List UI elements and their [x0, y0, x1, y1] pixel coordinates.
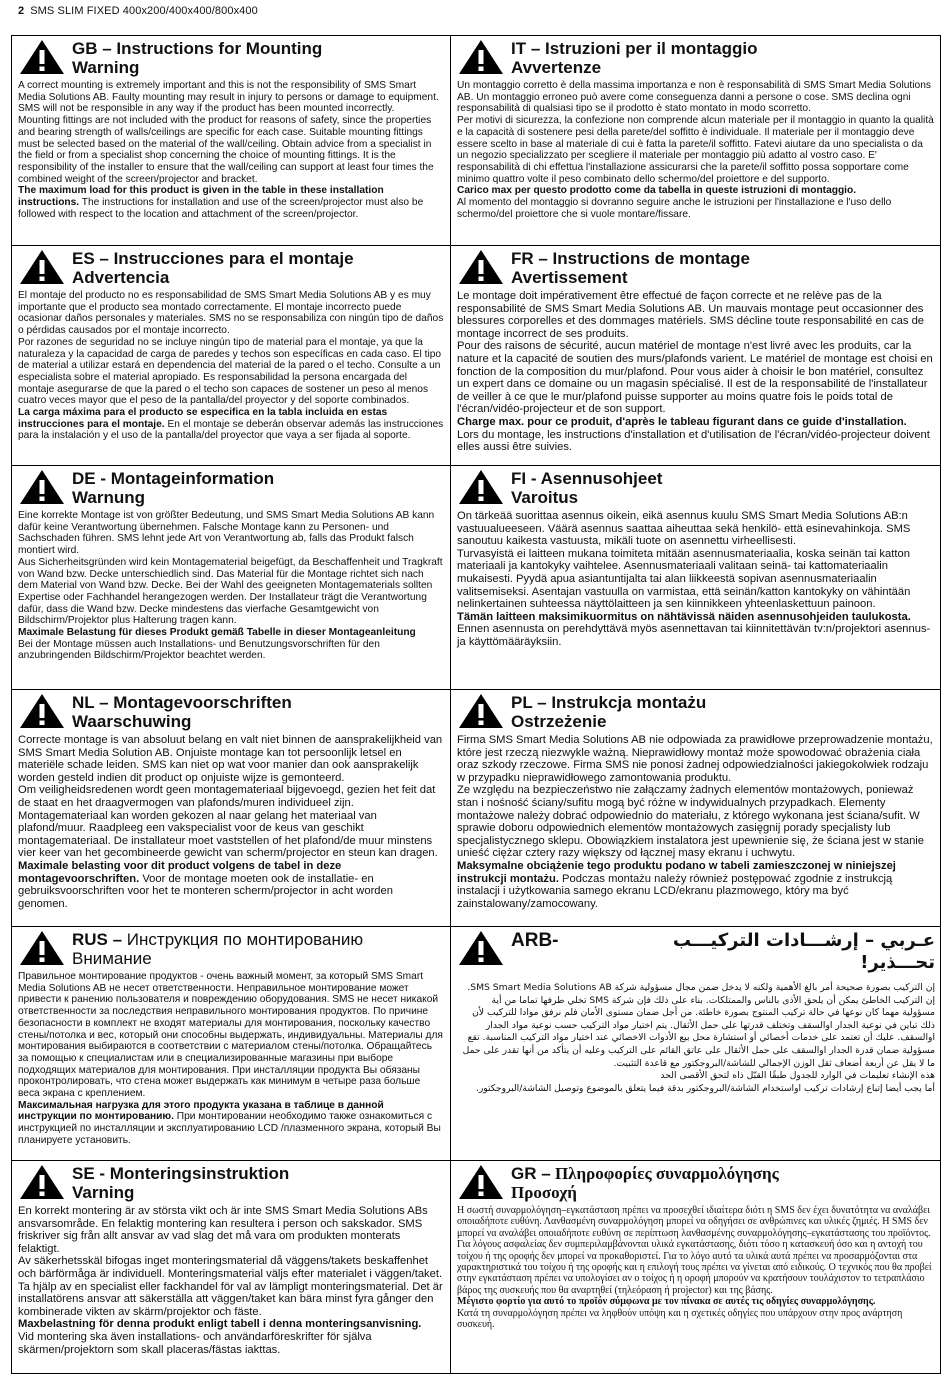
max-load-note: هذه الإنشاء تعليمات في الوارد للجدول طبقًا القبّل ذاه لتحق الأقصى الحد: [660, 1070, 935, 1082]
section-title: GB – Instructions for Mounting: [72, 39, 323, 58]
max-load-note: Maksymalne obciążenie tego produktu podano w tabeli zamieszczonej w niniejszej instrukcji montażu.: [457, 859, 896, 885]
paragraph: Per motivi di sicurezza, la confezione non comprende alcun materiale per il montaggio in quanto la qualità e la capacità di sostenere pesi della parete/del soffitto è individuale. Il materiale per il montaggio deve essere scelto in base al materiale di cui è fatta la parete/il soffitto. Fatevi aiutare da uno specialista o da un negozio specializzato per scegliere il materiale per montaggio più adatto al vostro caso. E' responsabilità di chi effettua l'installazione assicurarsi che la parete/il soffitto possa sopportare come minimo quattro volte il peso combinato dello schermo/del proiettore e del supporto.: [457, 115, 934, 185]
paragraph: Av säkerhetsskäl bifogas inget monteringsmaterial då väggens/takets beskaffenhet och bärförmåga är individuell. Monteringsmaterial väljs efter materialet i väggen/taket. Ta hjälp av en specialist eller fackhandel för val av lämpligt monteringsmaterial. Det är installatörens ansvar att säkerställa att väggen/taket kan bära minst fyra gånger den kombinerade vikten av skärm/projektor och fäste.: [18, 1255, 443, 1318]
section-nl: [12, 690, 450, 926]
max-load-note: The maximum load for this product is given in the table in these installation instructions.: [18, 185, 384, 209]
section-subtitle: Avvertenze: [511, 58, 602, 77]
paragraph: Le montage doit impérativement être effectué de façon correcte et ne relève pas de la responsabilité de SMS Smart Media Solutions AB. Un mauvais montage peut occasionner des blessures corporelles et des dommages matériels. SMS décline toute responsabilité en cas de montage incorrect de ses produits.: [457, 290, 925, 340]
paragraph: Eine korrekte Montage ist von größter Bedeutung, und SMS Smart Media Solutions AB kann dafür keine Verantwortung übernehmen. Falsche Montage kann zu Personen- und Sachschaden führen. SMS lehnt jede Art von Verantwortung ab, falls das Produkt falsch montiert wird.: [18, 510, 435, 557]
section-body: [18, 80, 444, 220]
section-gr: [451, 1161, 941, 1374]
paragraph: Om veiligheidsredenen wordt geen montagemateriaal bijgevoegd, gezien het feit dat de staat en het draagvermogen van plafonds/muren individueel zijn. Montagemateriaal kan worden gekozen al naar gelang het materiaal van plafond/muur. Raadpleeg een vakspecialist voor de keus van geschikt montagemateriaal. De installateur moet vaststellen of het plafond/de muur minstens vier keer van het gecombineerde gewicht van scherm/projector en steun kan dragen.: [18, 784, 438, 860]
section-body: [18, 971, 444, 1147]
section-gb: [12, 36, 450, 245]
paragraph: En korrekt montering är av största vikt och är inte SMS Smart Media Solutions ABs ansvarsområde. En felaktig montering kan resultera i person och sakskador. SMS friskriver sig från allt ansvar av vad slag det må vara om produkten monterats felaktigt.: [18, 1205, 428, 1255]
section-es: [12, 246, 450, 465]
section-subtitle: Advertencia: [72, 268, 170, 287]
section-se: [12, 1161, 450, 1374]
paragraph: El montaje del producto no es responsabilidad de SMS Smart Media Solutions AB y es muy importante que el producto sea montado correctamente. El montaje incorrecto puede ocasionar daños personales y materiales. SMS no se responsabiliza con ningún tipo de daños o pérdidas causados por el montaje incorrecto.: [18, 290, 444, 337]
warning-triangle-icon: [457, 1164, 505, 1200]
paragraph: Ze względu na bezpieczeństwo nie załączamy żadnych elementów montażowych, ponieważ stan i nośność ściany/sufitu mogą być różne w indywidualnych przypadkach. Elementy montażowe należy dobrać odpowiednio do materiału, z którego wykonana jest ściana/sufit. W sprawie doboru odpowiednich elementów montażowych zasięgnij porady specjalisty lub specjalistycznego sklepu. Obowiązkiem instalatora jest upewnienie się, że ściana jest w stanie unieść ciężar cztery razy większy od łącznej masy ekranu i uchwytu.: [457, 784, 925, 860]
section-fr: [451, 246, 941, 465]
section-rus: [12, 927, 450, 1160]
paragraph: Por razones de seguridad no se incluye ningún tipo de material para el montaje, ya que la naturaleza y la capacidad de carga de paredes y techos son específicas en cada caso. El tipo de material a utilizar estará en dependencia del material de la pared o el techo. Consulte a un especialista sobre el material apropiado. Es responsabilidad la persona encargada del montaje asegurarse de que la pared o el techo son capaces de sostener un peso al menos cuatro veces mayor que el peso de la pantalla/del proyector y del soporte combinados.: [18, 336, 442, 407]
paragraph: Правильное монтирование продуктов - очень важный момент, за который SMS Smart Media Solutions AB не несет ответственности. Неправильное монтирование может привести к ранению пользователя и повреждению оборудования. SMS не несет никакой ответственности за последствия неправильного монтирования продуктов. По причине безопасности в комплект не входят материалы для монтирования, поскольку качество стены/потолка и вес, который они способны выдержать, индивидуальны. Материалы для монтирования выбираются в соответствии с материалом стены/потолка. Обращайтесь за помощью к специалистам или в специализированные магазины при выборе подходящих материалов для монтирования. При инсталляции продукта Вы обязаны проконтролировать, что стена может выдержать как минимум в четыре раза больше веса экрана с креплением.: [18, 971, 443, 1100]
max-load-note: Carico max per questo prodotto come da tabella in queste istruzioni di montaggio.: [457, 185, 857, 197]
max-load-note: Максимальная нагрузка для этого продукта указана в таблице в данной инструкции по монтированию.: [18, 1099, 384, 1123]
paragraph: On tärkeää suorittaa asennus oikein, eikä asennus kuulu SMS Smart Media Solutions AB:n vastuualueeseen. Väärä asennus saattaa aiheuttaa sekä henkilö- että esinevahinkoja. SMS sanoutuu kaikesta vastuusta, mikäli tuote on asennettu virheellisesti.: [457, 510, 911, 548]
paragraph: Lors du montage, les instructions d'installation et d'utilisation de l'écran/vidéo-projecteur doivent elles aussi être suivies.: [457, 428, 930, 454]
max-load-note: Charge max. pour ce produit, d'après le tableau figurant dans ce guide d'installation.: [457, 415, 907, 428]
paragraph: إن التركيب بصورة صحيحة أمر بالغ الأهمية ولكنه لا يدخل ضمن مجال مسؤولية شركة SMS Smart Media Solutions AB. إن التركيب الخاطئ يمكن أن يلحق الأذى بالناس والممتلكات. بناء على ذلك فإن شركة SMS تخلي طرفها تماما من أية مسؤولية مهما كان نوعها في حالة تركيب المنتوج بصورة خاطئة. من أجل ضمان مستوى الأمان فلم نرفق موادا للتركيب لأن ذلك تباين في نوعية الجدار اوالسقف وتختلف قدرتها على حمل الأثقال. يتم اختيار مواد التركيب حسب نوعية مواد الجدار اوالسقف. عليك أن تعتمد على خدمات أخصائي أو استشارة محل بيع الأدوات الاخصائي عند اختيار مواد التركيب المناسبة. تقع مسؤولية ضمان قدرة الجدار اوالسقف على حمل الأثقال على عاتق القائم على التركيب وعليه أن يتأكد من أنها تقدر على حمل ما لا يقل عن أربعة أضعاف ثقل الوزن الإجمالي للشاشة/البروجكتور مع قاعدة التثبيت.: [462, 982, 935, 1069]
section-title-code: ARB-: [511, 930, 559, 951]
paragraph: Al momento del montaggio si dovranno seguire anche le istruzioni per l'installazione e l'uso dello schermo/del proiettore che si vuole montare/fissare.: [457, 197, 892, 220]
section-title: Инструкция по монтированию: [122, 930, 364, 949]
section-subtitle: Waarschuwing: [72, 712, 192, 731]
section-title: FR – Instructions de montage: [511, 249, 750, 268]
warning-triangle-icon: [18, 930, 66, 966]
section-body: [457, 80, 935, 220]
paragraph: При монтировании необходимо также ознакомиться с инструкцией по инсталляции и эксплуатированию LCD /плазменного экрана, который Вы планируете установить.: [18, 1111, 441, 1146]
section-subtitle: Warnung: [72, 488, 146, 507]
warning-triangle-icon: [18, 693, 66, 729]
paragraph: Aus Sicherheitsgründen wird kein Montagematerial beigefügt, da Beschaffenheit und Tragkraft von Wand bzw. Decke unterschiedlich sind. Das Material für die Montage richtet sich nach dem Material von Wand bzw. Decke. Bei der Wahl des geeigneten Montagematerials sollten Expertise oder Fachhandel herangezogen werden. Der Installateur trägt die Verantwortung dafür, dass die Wand bzw. Decke mindestens das vierfache Gesamtgewicht von Bildschirm/Projektor plus Halterung tragen kann.: [18, 556, 443, 627]
section-subtitle: Varoitus: [511, 488, 579, 507]
paragraph: Turvasyistä ei laitteen mukana toimiteta mitään asennusmateriaalia, koska seinän tai katton materiaali ja kantokyky vaihtelee. Asennusmateriaali valitaan seinä- tai kattomateriaalin mukaisesti. Pyydä apua asiantuntijalta tai alan liikkeestä sopivan asennusmateriaalin valitsemiseksi. Asentajan vastuulla on varmistaa, että seinän/katton kantokyky on vähintään nelinkertainen suhteessa näyttölaitteen ja sen kiinnikkeen yhteenlaskettuun painoon.: [457, 547, 911, 611]
paragraph: En el montaje se deberán observar además las instrucciones para la instalación y el uso de la pantalla/del proyector que vaya a ser fijada al soporte.: [18, 418, 444, 442]
section-title: IT – Istruzioni per il montaggio: [511, 39, 758, 58]
paragraph: Firma SMS Smart Media Solutions AB nie odpowiada za prawidłowe przeprowadzenie montażu, które jest rzeczą niezwykle ważną. Nieprawidłowy montaż może spowodować obrażenia ciała oraz szkody rzeczowe. Firma SMS nie ponosi żadnej odpowiedzialności jakiegokolwiek rodzaju w przypadku nieprawidłowego zamontowania produktu.: [457, 734, 933, 784]
section-body: [457, 982, 935, 1095]
section-subtitle: Avertissement: [511, 268, 628, 287]
page-header: [18, 5, 258, 17]
section-body: [18, 734, 444, 910]
section-title: PL – Instrukcja montażu: [511, 693, 707, 712]
section-it: [451, 36, 941, 245]
section-subtitle: Προσοχή: [511, 1183, 577, 1202]
paragraph: Correcte montage is van absoluut belang en valt niet binnen de aansprakelijkheid van SMS Smart Media Solution AB. Onjuiste montage kan tot persoonlijk letsel en materiële schade leiden. SMS kan niet op wat voor manier dan ook aansprakelijk worden gesteld indien dit product op onjuiste wijze is gemonteerd.: [18, 734, 443, 784]
section-subtitle: تحـــذير!: [860, 952, 935, 973]
max-load-note: Tämän laitteen maksimikuormitus on nähtävissä näiden asennusohjeiden taulukosta.: [457, 610, 911, 623]
section-title-code: RUS –: [72, 930, 123, 949]
product-name: SMS SLIM FIXED 400x200/400x400/800x400: [30, 5, 258, 17]
paragraph: Podczas montażu należy również postępować zgodnie z instrukcją instalacji i użytkowania samego ekranu LCD/ekranu plazmowego, który ma być zainstalowany/zamocowany.: [457, 872, 893, 910]
section-subtitle: Warning: [72, 58, 140, 77]
paragraph: Un montaggio corretto è della massima importanza e non è responsabilità di SMS Smart Media Solutions AB. Un montaggio erroneo può avere come conseguenza danni a persone o cose. SMS declina ogni responsabilità di qualsiasi tipo se il prodotto è stato montato in modo scorretto.: [457, 80, 931, 115]
paragraph: Mounting fittings are not included with the product for reasons of safety, since the properties and bearing strength of walls/ceilings are specific for each case. Suitable mounting fittings must be selected based on the material of the wall/ceiling. Obtain advice from a specialist in the field or from a specialist shop concerning the choice of mounting fittings. It is the responsibility of the installer to ensure that the wall/ceiling can support at least four times the combined weight of the screen/projector and bracket.: [18, 115, 434, 185]
section-arb: [451, 927, 941, 1160]
warning-triangle-icon: [457, 249, 505, 285]
section-title: Πληροφορίες συναρμολόγησης: [550, 1164, 779, 1183]
section-body: [18, 1205, 444, 1356]
section-pl: [451, 690, 941, 926]
paragraph: Bei der Montage müssen auch Installations- und Benutzungsvorschriften für den anzubringenden Bildschirm/Projektor beachtet werden.: [18, 638, 380, 662]
paragraph: A correct mounting is extremely important and this is not the responsibility of SMS Smart Media Solutions AB. Faulty mounting may result in injury to persons or damage to equipment. SMS will not be responsible in any way if the product has been mounted incorrectly.: [18, 80, 439, 115]
warning-triangle-icon: [457, 930, 505, 966]
warning-triangle-icon: [18, 469, 66, 505]
warning-triangle-icon: [18, 1164, 66, 1200]
section-body: [457, 510, 935, 649]
section-subtitle: Внимание: [72, 949, 152, 968]
max-load-note: La carga máxima para el producto se especifica en la tabla incluida en estas instrucciones para el montaje.: [18, 407, 388, 430]
paragraph: Voor de montage moeten ook de installatie- en gebruiksvoorschriften voor het te monteren scherm/projector in acht worden genomen.: [18, 872, 393, 910]
max-load-note: Maxbelastning för denna produkt enligt tabell i denna monteringsanvisning.: [18, 1318, 422, 1331]
section-title: FI - Asennusohjeet: [511, 469, 663, 488]
max-load-note: Maximale belasting voor dit product volgens de tabel in deze montagevoorschriften.: [18, 859, 342, 885]
warning-triangle-icon: [18, 249, 66, 285]
warning-triangle-icon: [457, 469, 505, 505]
section-fi: [451, 466, 941, 689]
warning-triangle-icon: [457, 39, 505, 75]
section-title: ES – Instrucciones para el montaje: [72, 249, 354, 268]
section-title: عـربي – إرشـــادات التركيـــب: [672, 930, 935, 951]
warning-triangle-icon: [18, 39, 66, 75]
max-load-note: Maximale Belastung für dieses Produkt gemäß Tabelle in dieser Montageanleitung: [18, 627, 416, 639]
paragraph: Κατά τη συναρμολόγηση πρέπει να ληφθούν υπόψη και η σχετικές οδηγίες που υπάρχουν στην προς ανάρτηση συσκευή.: [457, 1307, 903, 1331]
paragraph: أما يجب أيضا إتباع إرشادات تركيب اواستخدام الشاشة/البروجكتور بدقة فيما يتعلق بالموضوع وتوصيل الشاشة/البروجكتور.: [475, 1082, 935, 1094]
section-title: SE - Monteringsinstruktion: [72, 1164, 290, 1183]
section-title-code: GR –: [511, 1164, 551, 1183]
section-subtitle: Ostrzeżenie: [511, 712, 607, 731]
page-number: 2: [18, 5, 25, 17]
section-body: [457, 1205, 935, 1330]
section-title: DE - Montageinformation: [72, 469, 275, 488]
section-subtitle: Varning: [72, 1183, 135, 1202]
max-load-note: Μέγιστο φορτίο για αυτό το προϊόν σύμφωνα με τον πίνακα σε αυτές τις οδηγίες συναρμολόγησης.: [457, 1296, 876, 1308]
warning-triangle-icon: [457, 693, 505, 729]
paragraph: Pour des raisons de sécurité, aucun matériel de montage n'est livré avec les produits, car la nature et la capacité de soutien des murs/plafonds varient. Le matériel de montage est choisi en fonction de la composition du mur/plafond. Pour vous aider à choisir le bon matériel, consultez un expert dans ce domaine ou un magasin spécialisé. Il est de la responsabilité de l'installateur de veiller à ce que le mur/plafond puisse supporter au moins quatre fois le poids total de l'écran/vidéo-projecteur et de son support.: [457, 340, 933, 416]
paragraph: Vid montering ska även installations- och användarföreskrifter för själva skärmen/projektorn som skall placeras/fästas iakttas.: [18, 1330, 372, 1356]
paragraph: Ennen asennusta on perehdyttävä myös asennettavan tai kiinnitettävän tv:n/projektori asennus- ja käyttömääräyksiin.: [457, 623, 931, 648]
instructions-grid: [11, 35, 941, 1374]
section-de: [12, 466, 450, 689]
paragraph: Για λόγους ασφαλείας δεν συμπεριλαμβάνονται υλικά εγκατάστασης, διότι τόσο η κατασκευή όσο και η αντοχή του τοίχου ή της οροφής δεν μπορεί να προκαθοριστεί. Για το λόγο αυτό τα υλικά αυτά πρέπει να προσαρμόζονται στα χαρακτηριστικά του τοίχου ή της οροφής και η επιλογή τους πρέπει να γίνεται από ειδικούς. Ο τεχνικός που θα προβεί στην εγκατάσταση πρέπει να υπολογίσει αν ο τοίχος ή η οροφή μπορούν να κρατήσουν τουλάχιστον το τετραπλάσιο βάρος της συσκευής που θα αναρτηθεί (τηλεόραση ή projector) και της βάσης.: [457, 1239, 932, 1296]
section-body: [18, 290, 444, 442]
section-body: [457, 734, 935, 910]
section-title: NL – Montagevoorschriften: [72, 693, 292, 712]
section-body: [18, 510, 444, 662]
paragraph: Η σωστή συναρμολόγηση–εγκατάσταση πρέπει να προσεχθεί ιδιαίτερα διότι η SMS δεν έχει δυνατότητα να αναλάβει οποιαδήποτε ευθύνη. Λανθασμένη συναρμολόγηση μπορεί να οδηγήσει σε ανθρώπινες και υλικές ζημιές. Η SMS δεν μπορεί να αναλάβει οποιαδήποτε ευθύνη σε περίπτωση λανθασμένης συναρμολόγησης–εγκατάστασης του προϊόντος.: [457, 1205, 931, 1239]
section-body: [457, 290, 935, 454]
paragraph: The instructions for installation and use of the screen/projector must also be followed with respect to the location and attachment of the screen/projector.: [18, 197, 424, 220]
